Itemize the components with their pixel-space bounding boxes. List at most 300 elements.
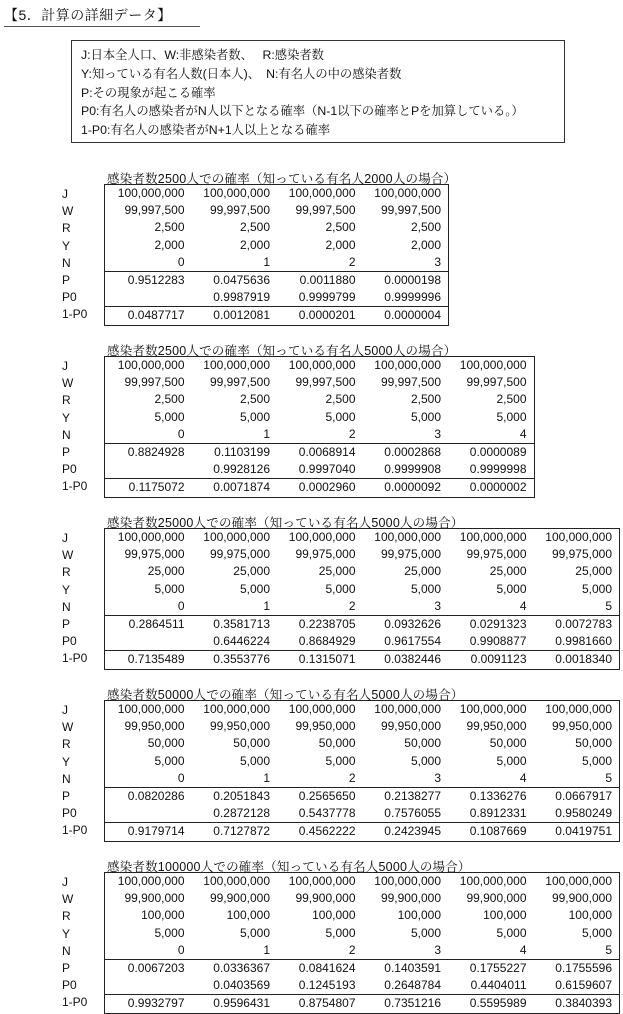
table-cell: 100,000,000 [203,702,270,716]
table-cell: 0.9999908 [384,462,441,477]
table-cell: 2,500 [154,220,185,235]
row-label: J [62,359,68,373]
table-cell: 100,000,000 [459,358,527,372]
table-cell: 0.1755596 [555,960,612,975]
table-cell: 0.9981660 [555,634,612,649]
legend-line: P:その現象が起こる確率 [81,85,216,100]
table-cell: 99,900,000 [380,891,441,906]
table-row [105,633,619,651]
table-cell: 0.3553776 [213,652,270,667]
row-label: Y [62,238,71,253]
table-cell: 100,000,000 [374,530,441,544]
row-label: Y [62,410,71,425]
table-cell: 0.1245193 [298,978,356,993]
table-cell: 0.0002960 [298,480,356,495]
table-cell: 99,975,000 [380,547,441,562]
table-cell: 99,950,000 [380,719,441,734]
table-cell: 5,000 [325,409,356,424]
row-label: R [62,393,71,408]
table-cell: 0.0012081 [213,308,270,323]
table-cell: 0.1336276 [469,788,527,803]
row-labels [62,874,104,1012]
legend-line: P0:有名人の感染者がN人以下となる確率（N-1以下の確率とPを加算している。） [81,104,524,119]
table-cell: 2,500 [325,220,356,235]
table-cell: 0.0820286 [127,788,185,803]
table-cell: 99,900,000 [295,891,356,906]
row-label: P0 [62,462,77,477]
table-cell: 2,500 [239,392,270,407]
table-cell: 0.0336367 [213,960,270,975]
table-cell: 0.0000201 [298,308,356,323]
table-cell: 100,000,000 [459,874,527,888]
table-cell: 0.0487717 [127,308,185,323]
table-title: 感染者数2500人での確率（知っている有名人5000人の場合） [107,344,457,358]
table-cell: 100,000,000 [374,358,441,372]
table-cell: 1 [263,426,270,441]
table-cell: 100,000,000 [545,702,612,716]
table-cell: 99,975,000 [466,547,527,562]
row-label: 1-P0 [62,307,88,322]
table-cell: 99,997,500 [295,203,356,218]
legend-line: Y:知っている有名人数(日本人)、 N:有名人の中の感染者数 [81,66,402,81]
table-cell: 99,950,000 [124,719,185,734]
table-cell: 0.7127872 [213,824,270,839]
legend-line: 1-P0:有名人の感染者がN+1人以上となる確率 [81,123,331,138]
row-label: P0 [62,634,77,649]
table-cell: 0.2138277 [384,788,441,803]
table-cell: 5,000 [496,581,527,596]
table-cell: 2 [348,426,356,441]
legend-box [71,40,565,143]
row-label: N [62,943,71,958]
table-row [105,753,619,770]
table-cell: 0 [177,942,185,957]
row-labels [62,186,104,324]
table-grid [104,356,535,498]
table-cell: 0.0000002 [469,480,527,495]
table-cell: 0.6446224 [213,634,270,649]
table-cell [105,977,191,994]
table-cell: 5,000 [239,581,270,596]
table-cell: 5,000 [410,409,441,424]
table-cell: 100,000,000 [545,530,612,544]
table-cell: 2,500 [239,220,270,235]
table-row [105,357,534,374]
table-cell: 100,000 [397,908,441,923]
table-cell: 0.0291323 [469,616,527,631]
table-cell: 0.0000198 [384,272,441,287]
table-cell: 2,000 [154,237,185,252]
table-cell: 100,000,000 [288,874,356,888]
table-cell: 0.0000092 [384,480,441,495]
table-row [105,202,448,219]
table-cell: 0.0072783 [555,616,612,631]
table-cell: 0.0403569 [213,978,270,993]
table-cell: 100,000,000 [203,530,270,544]
table-cell: 0.9987919 [213,290,270,305]
table-row [105,461,534,479]
table-cell: 0.9512283 [127,272,185,287]
table-cell: 0.9928126 [213,462,270,477]
table-row [105,307,448,324]
table-cell: 0.8684929 [298,634,356,649]
row-label: J [62,187,68,201]
table-row [105,409,534,426]
table-cell: 0.9999799 [298,290,356,305]
table-cell: 5,000 [239,925,270,940]
table-cell: 0.7135489 [127,652,185,667]
table-row [105,374,534,391]
table-cell: 100,000,000 [545,874,612,888]
table-cell: 99,900,000 [466,891,527,906]
row-label: W [62,892,74,907]
table-cell [105,461,191,478]
table-cell: 5,000 [325,925,356,940]
table-cell: 5,000 [325,581,356,596]
table-title: 感染者数50000人での確率（知っている有名人5000人の場合） [107,688,464,702]
table-cell: 5,000 [325,753,356,768]
table-cell: 3 [434,942,441,957]
row-label: P [62,788,71,803]
table-row [105,237,448,254]
table-cell: 100,000,000 [374,874,441,888]
row-label: R [62,565,71,580]
table-title: 感染者数2500人での確率（知っている有名人2000人の場合） [107,172,457,186]
table-cell: 0.1755227 [469,960,527,975]
table-cell: 2,500 [410,220,441,235]
table-cell: 0.0841624 [298,960,356,975]
table-cell: 4 [519,598,527,613]
table-row [105,391,534,408]
table-cell: 99,950,000 [295,719,356,734]
table-cell: 3 [434,426,441,441]
table-cell: 5,000 [239,409,270,424]
row-labels [62,358,104,496]
table-cell: 25,000 [489,564,527,579]
table-cell [105,805,191,822]
row-label: Y [62,582,71,597]
table-cell: 100,000,000 [117,186,185,200]
table-cell: 0.8824928 [127,444,185,459]
table-cell: 100,000,000 [203,186,270,200]
table-cell: 0.8754807 [298,996,356,1011]
table-cell: 0.9179714 [127,824,185,839]
table-cell: 1 [263,254,270,269]
table-cell: 99,975,000 [209,547,270,562]
table-cell: 100,000 [483,908,527,923]
row-label: Y [62,926,71,941]
table-cell: 100,000,000 [374,702,441,716]
table-cell: 0.6159607 [555,978,612,993]
row-label: P0 [62,806,77,821]
table-title: 感染者数100000人での確率（知っている有名人5000人の場合） [107,860,471,874]
table-row [105,823,619,840]
row-label: W [62,720,74,735]
table-cell: 0.9999998 [469,462,527,477]
table-cell: 99,950,000 [209,719,270,734]
table-cell: 0.0068914 [298,444,356,459]
table-cell: 2,000 [325,237,356,252]
table-cell: 25,000 [575,564,612,579]
table-cell: 5,000 [410,581,441,596]
table-cell: 0 [177,254,185,269]
table-cell: 100,000,000 [203,358,270,372]
table-row [105,289,448,307]
table-cell: 100,000,000 [288,702,356,716]
table-cell: 3 [434,598,441,613]
row-label: R [62,909,71,924]
table-cell: 100,000,000 [288,530,356,544]
table-grid [104,528,620,670]
table-row [105,942,619,960]
table-cell: 4 [519,942,527,957]
row-label: W [62,548,74,563]
table-cell: 99,997,500 [380,203,441,218]
table-cell: 0.0011880 [299,272,356,287]
table-cell: 99,997,500 [124,203,185,218]
table-cell: 99,975,000 [295,547,356,562]
table-cell: 0 [177,598,185,613]
table-cell: 5 [605,770,612,785]
table-cell: 1 [263,598,270,613]
table-row [105,219,448,236]
table-cell: 0.9580249 [555,806,612,821]
table-cell: 0.0667917 [555,788,612,803]
table-cell: 100,000,000 [203,874,270,888]
table-row [105,735,619,752]
table-cell: 99,997,500 [295,375,356,390]
table-cell: 100,000,000 [288,358,356,372]
table-cell: 5,000 [581,925,612,940]
table-row [105,788,619,805]
table-row [105,890,619,907]
table-row [105,185,448,202]
table-cell: 0.4562222 [298,824,356,839]
table-cell: 0.0000089 [469,444,527,459]
table-cell: 5,000 [239,753,270,768]
table-cell: 0.0067203 [127,960,185,975]
table-cell: 2 [348,942,356,957]
table-cell: 4 [519,426,527,441]
table-cell: 2 [348,770,356,785]
row-label: N [62,599,71,614]
table-cell: 99,950,000 [466,719,527,734]
row-labels [62,530,104,668]
table-row [105,581,619,598]
table-cell: 0.2238705 [298,616,356,631]
table-cell: 99,997,500 [466,375,527,390]
table-cell: 0.0091123 [470,652,527,667]
table-cell: 100,000 [568,908,612,923]
table-cell: 100,000 [312,908,356,923]
table-cell: 0.0475636 [213,272,270,287]
row-label: 1-P0 [62,995,88,1010]
row-label: W [62,204,74,219]
table-cell: 5,000 [154,581,185,596]
row-label: J [62,875,68,889]
row-label: P [62,616,71,631]
table-cell: 99,997,500 [124,375,185,390]
row-label: P0 [62,290,77,305]
table-cell: 25,000 [318,564,356,579]
table-cell: 5 [605,942,612,957]
table-cell: 2,500 [154,392,185,407]
table-cell: 100,000,000 [459,530,527,544]
table-row [105,770,619,788]
section-title: 【5．計算の詳細データ】 [4,6,200,27]
table-cell: 1 [263,770,270,785]
table-cell: 25,000 [233,564,270,579]
table-cell: 0.2051843 [213,788,270,803]
table-cell: 0.1315071 [298,652,356,667]
table-row [105,701,619,718]
table-cell: 99,997,500 [380,375,441,390]
table-cell: 5,000 [154,409,185,424]
table-cell: 100,000,000 [374,186,441,200]
table-row [105,616,619,633]
table-cell: 5,000 [496,753,527,768]
table-cell: 0.0002868 [384,444,441,459]
table-cell: 50,000 [575,736,612,751]
table-cell: 0.4404011 [470,978,527,993]
table-cell: 3 [434,770,441,785]
table-cell: 0.2648784 [384,978,441,993]
row-label: J [62,531,68,545]
table-cell: 99,900,000 [551,891,612,906]
table-cell: 3 [434,254,441,269]
table-cell: 5,000 [410,753,441,768]
row-label: Y [62,754,71,769]
table-cell: 1 [263,942,270,957]
table-cell: 0.9932797 [127,996,185,1011]
table-row [105,651,619,668]
table-cell: 2 [348,598,356,613]
table-cell: 0.0932626 [384,616,441,631]
table-row [105,598,619,616]
table-row [105,960,619,977]
row-label: P [62,272,71,287]
table-grid [104,700,620,842]
table-row [105,563,619,580]
table-row [105,995,619,1012]
table-cell [105,289,191,306]
row-label: J [62,703,68,717]
table-cell: 99,900,000 [124,891,185,906]
table-cell: 0.1175072 [128,480,185,495]
table-cell: 5,000 [496,409,527,424]
table-cell: 0.0382446 [384,652,441,667]
table-row [105,272,448,289]
table-cell: 0.0419751 [555,824,612,839]
table-grid [104,872,620,1014]
table-cell: 0.1403591 [384,960,441,975]
table-cell: 0.0000004 [384,308,441,323]
table-row [105,426,534,444]
table-cell: 50,000 [489,736,527,751]
table-cell: 5,000 [154,925,185,940]
table-cell: 25,000 [147,564,185,579]
table-cell [105,633,191,650]
table-row [105,907,619,924]
table-cell: 0.9908877 [469,634,527,649]
table-cell: 0.1087669 [469,824,527,839]
table-row [105,925,619,942]
table-cell: 50,000 [404,736,441,751]
table-cell: 25,000 [404,564,441,579]
table-cell: 100,000,000 [117,358,185,372]
table-cell: 5,000 [154,753,185,768]
table-cell: 0.7351216 [384,996,441,1011]
table-cell: 99,975,000 [124,547,185,562]
table-cell: 100,000 [226,908,270,923]
row-label: N [62,771,71,786]
table-cell: 0.7576055 [384,806,441,821]
table-cell: 0.9997040 [298,462,356,477]
table-cell: 0.2872128 [213,806,270,821]
table-cell: 2,000 [410,237,441,252]
row-label: W [62,376,74,391]
table-cell: 100,000,000 [117,702,185,716]
table-cell: 99,997,500 [209,375,270,390]
table-cell: 0.1103199 [214,444,270,459]
table-cell: 0.8912331 [469,806,527,821]
table-cell: 5,000 [496,925,527,940]
table-cell: 2,500 [410,392,441,407]
table-row [105,546,619,563]
table-cell: 5,000 [581,581,612,596]
table-row [105,529,619,546]
table-grid [104,184,449,326]
table-cell: 99,997,500 [209,203,270,218]
row-label: 1-P0 [62,823,88,838]
table-cell: 100,000,000 [117,530,185,544]
table-cell: 0 [177,426,185,441]
table-row [105,977,619,995]
table-cell: 100,000,000 [117,874,185,888]
row-labels [62,702,104,840]
table-row [105,873,619,890]
table-row [105,805,619,823]
table-row [105,718,619,735]
table-cell: 99,950,000 [551,719,612,734]
table-cell: 0.2423945 [384,824,441,839]
table-cell: 50,000 [147,736,185,751]
table-cell: 100,000,000 [459,702,527,716]
table-cell: 0.2565650 [298,788,356,803]
legend-line: J:日本全人口、W:非感染者数、 R:感染者数 [81,48,324,62]
table-cell: 0.9999996 [384,290,441,305]
row-label: P [62,960,71,975]
table-cell: 2,500 [325,392,356,407]
table-cell: 0.0018340 [555,652,612,667]
table-cell: 0.2864511 [128,616,185,631]
table-cell: 50,000 [318,736,356,751]
table-cell: 0.0071874 [213,480,270,495]
table-row [105,444,534,461]
table-cell: 50,000 [233,736,270,751]
table-cell: 100,000,000 [288,186,356,200]
table-cell: 100,000 [141,908,185,923]
table-cell: 5,000 [581,753,612,768]
table-cell: 0.3581713 [213,616,270,631]
table-cell: 0.9596431 [213,996,270,1011]
table-cell: 0.5595989 [469,996,527,1011]
row-label: N [62,255,71,270]
row-label: 1-P0 [62,479,88,494]
row-label: N [62,427,71,442]
table-cell: 2 [348,254,356,269]
table-cell: 0 [177,770,185,785]
